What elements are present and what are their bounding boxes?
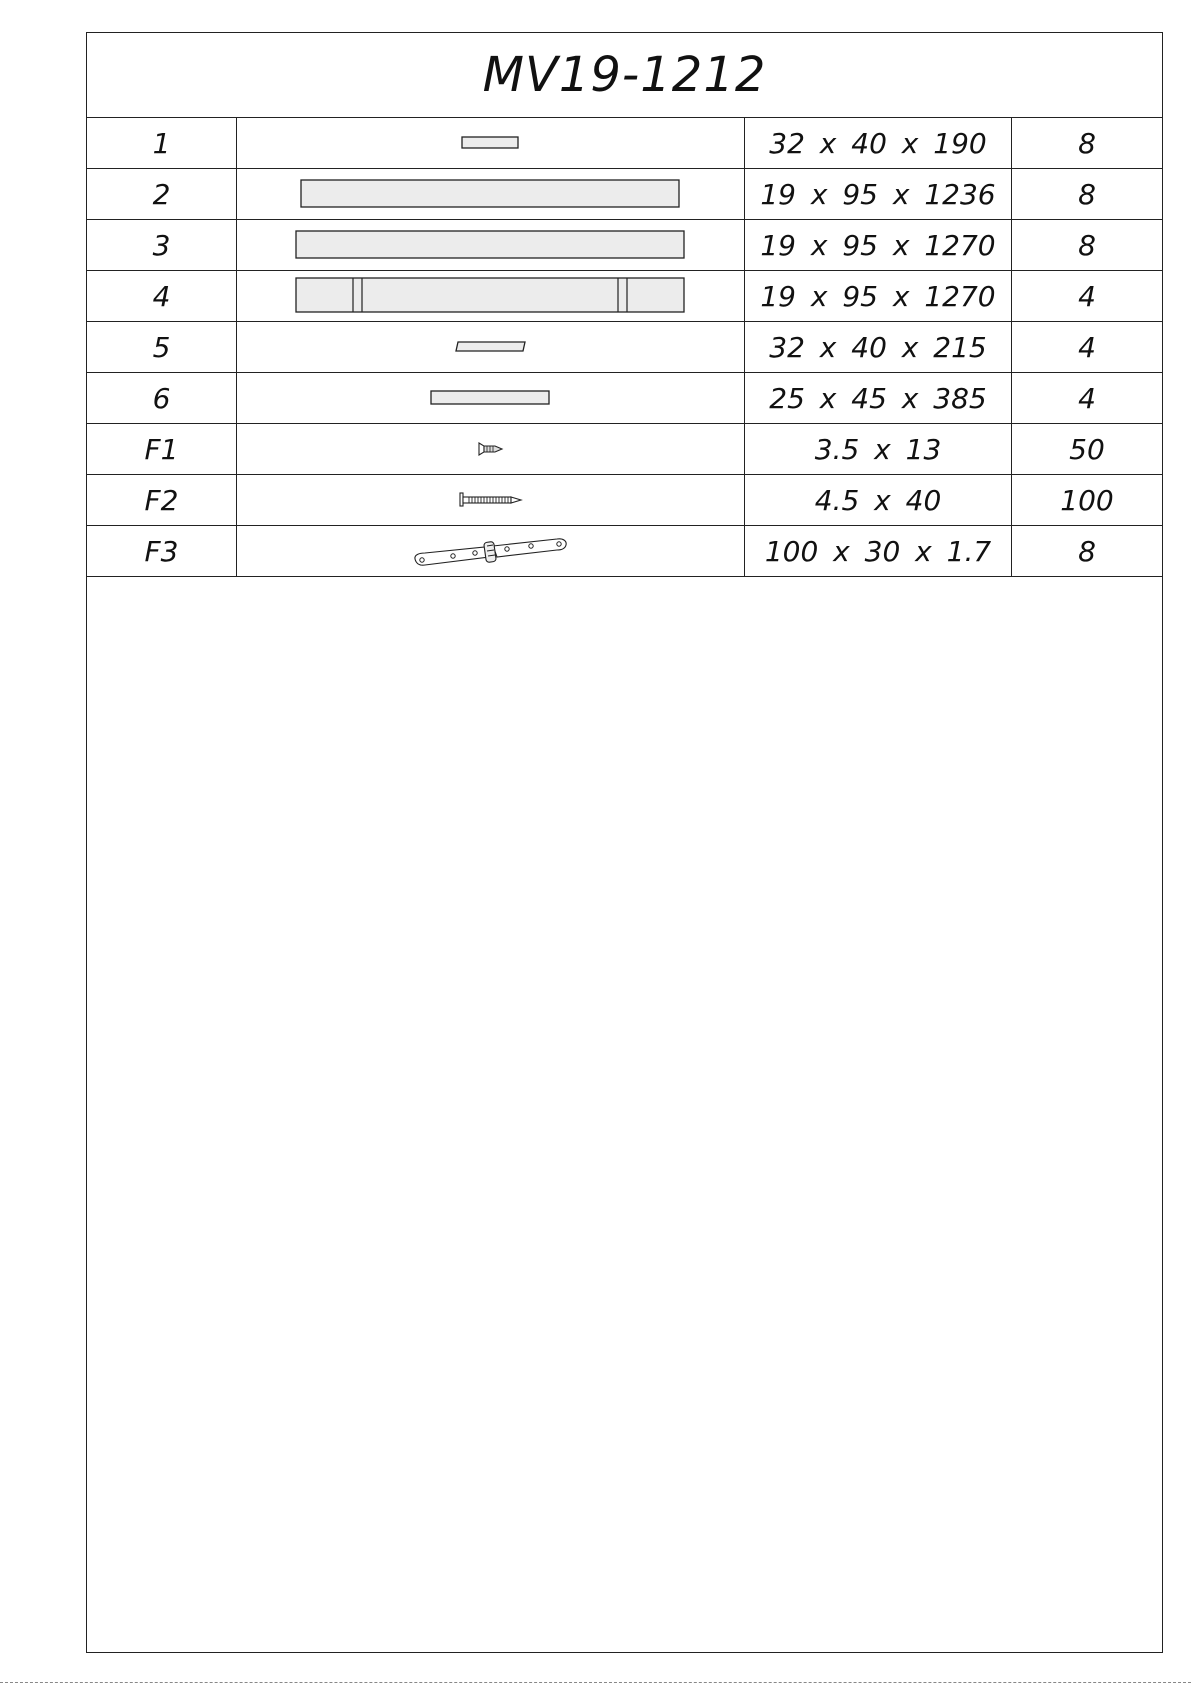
part-dimensions: 32 x 40 x 190: [745, 118, 1012, 168]
part-illustration: [237, 424, 745, 474]
table-row: [87, 271, 1162, 322]
part-dimensions: 32 x 40 x 215: [745, 322, 1012, 372]
batten-icon: [430, 390, 552, 406]
table-row: [87, 169, 1162, 220]
part-id: 3: [87, 220, 237, 270]
notched-board-icon: [295, 277, 687, 315]
part-dimensions: 100 x 30 x 1.7: [745, 526, 1012, 576]
part-illustration: [237, 220, 745, 270]
table-row: [87, 118, 1162, 169]
part-illustration: [237, 373, 745, 423]
part-quantity: 100: [1060, 483, 1114, 517]
part-id: 2: [87, 169, 237, 219]
part-quantity: 8: [1078, 177, 1096, 211]
part-illustration: [237, 118, 745, 168]
part-id: 6: [87, 373, 237, 423]
part-dimensions: 19 x 95 x 1270: [745, 271, 1012, 321]
table-row: [87, 424, 1162, 475]
part-illustration: [237, 526, 745, 576]
angled-block-icon: [455, 340, 527, 354]
part-dimensions: 25 x 45 x 385: [745, 373, 1012, 423]
short-block-icon: [461, 136, 521, 150]
part-illustration: [237, 271, 745, 321]
part-quantity: 50: [1069, 432, 1105, 466]
part-dimensions: 19 x 95 x 1270: [745, 220, 1012, 270]
part-quantity: 4: [1078, 381, 1096, 415]
part-id: 1: [87, 118, 237, 168]
long-board-icon: [300, 179, 682, 209]
part-quantity: 8: [1078, 534, 1096, 568]
part-dimensions: 19 x 95 x 1236: [745, 169, 1012, 219]
part-dimensions: 4.5 x 40: [745, 475, 1012, 525]
part-id: 4: [87, 271, 237, 321]
part-dimensions: 3.5 x 13: [745, 424, 1012, 474]
table-row: [87, 322, 1162, 373]
part-id: F1: [87, 424, 237, 474]
part-quantity: 4: [1078, 279, 1096, 313]
part-illustration: [237, 169, 745, 219]
strap-hinge-icon: [411, 533, 571, 569]
part-quantity: 8: [1078, 126, 1096, 160]
part-illustration: [237, 475, 745, 525]
page-cut-line: [0, 1682, 1191, 1683]
part-quantity: 8: [1078, 228, 1096, 262]
table-row: [87, 526, 1162, 577]
part-quantity: 4: [1078, 330, 1096, 364]
sheet-title: MV19-1212: [87, 33, 1162, 118]
part-id: 5: [87, 322, 237, 372]
table-row: [87, 220, 1162, 271]
parts-sheet: [86, 32, 1163, 1653]
part-id: F2: [87, 475, 237, 525]
table-row: [87, 475, 1162, 526]
long-board-icon: [295, 230, 687, 260]
part-illustration: [237, 322, 745, 372]
part-id: F3: [87, 526, 237, 576]
short-screw-icon: [478, 442, 504, 456]
long-screw-icon: [459, 492, 523, 508]
table-row: [87, 373, 1162, 424]
